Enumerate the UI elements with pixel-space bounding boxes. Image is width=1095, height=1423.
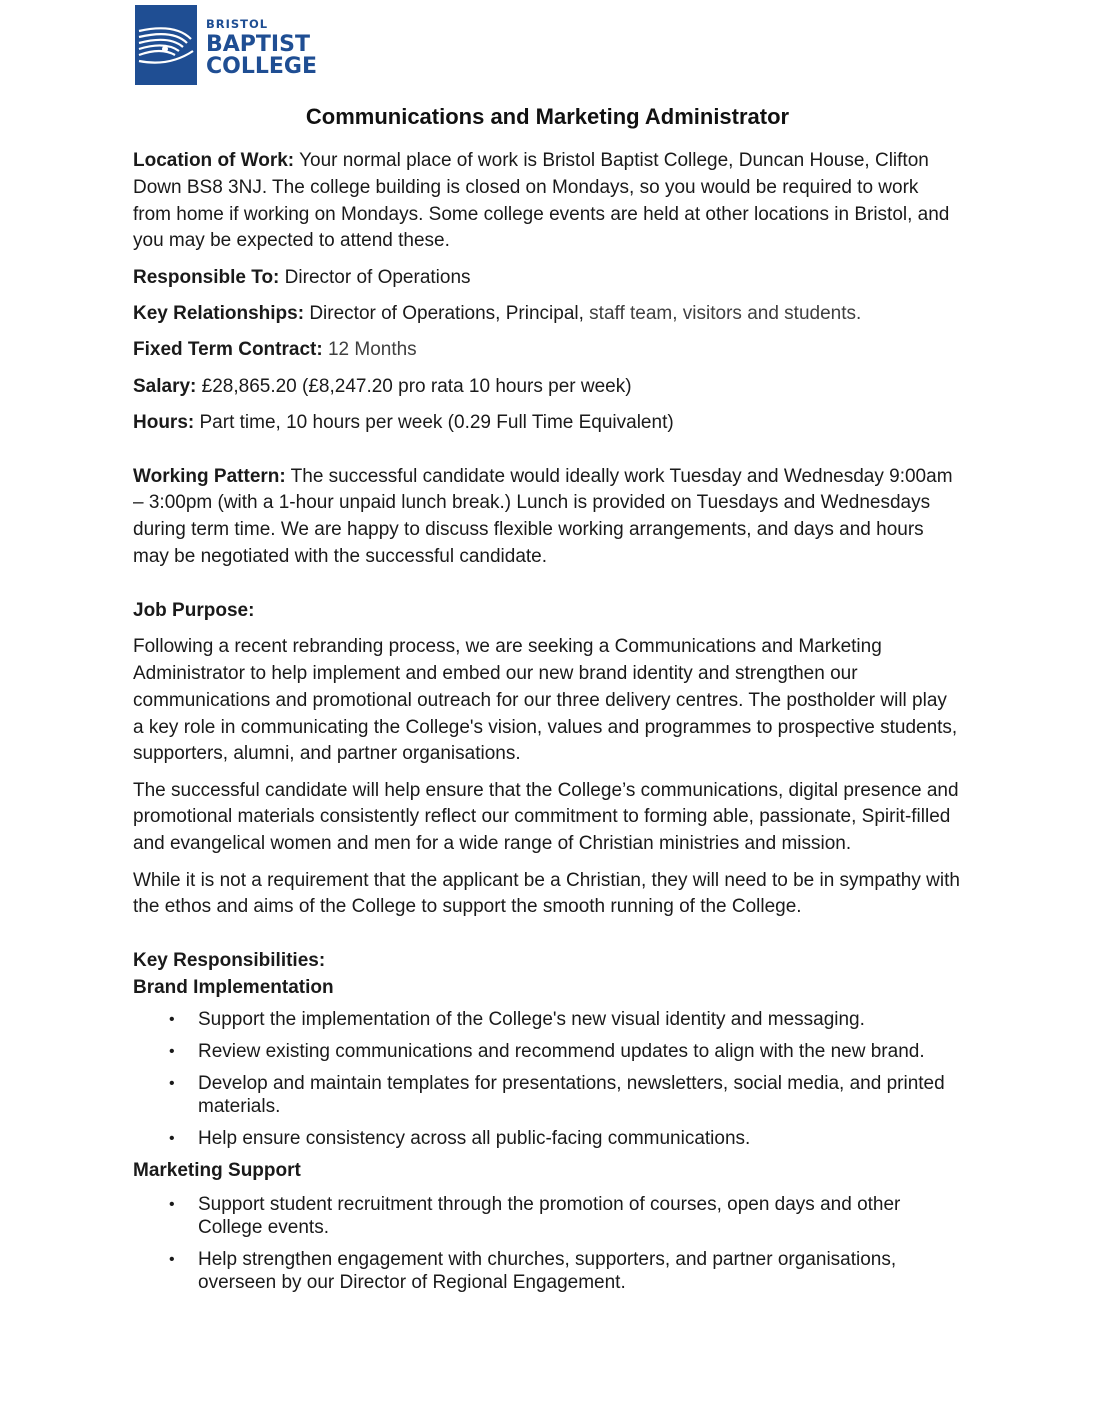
bullet-icon: • — [169, 1010, 175, 1028]
responsible-label: Responsible To: — [133, 266, 280, 288]
document-title: Communications and Marketing Administrator — [305, 104, 790, 129]
bullet-icon: • — [169, 1074, 175, 1092]
marketing-support-heading: Marketing Support — [133, 1159, 301, 1181]
contract-paragraph — [133, 337, 961, 364]
salary-label: Salary: — [133, 375, 197, 397]
hours-paragraph — [133, 410, 961, 437]
relationships-text-muted: staff team, visitors and students. — [583, 302, 862, 324]
job-purpose-heading: Job Purpose: — [133, 599, 255, 621]
logo-emblem — [135, 5, 197, 85]
job-purpose-paragraph-1: Following a recent rebranding process, we are seeking a Communications and Marketing Administrator to help implement and embed our new brand identity and strengthen our communications and promotional outreach for our three delivery centres. The postholder will play a key role in communicating the College's vision, values and programmes to prospective students, supporters, alumni, and partner organisations. — [133, 636, 958, 765]
location-text: Your normal place of work is Bristol Baptist College, Duncan House, Clifton Down BS8 3NJ. The college building is closed on Mondays, so you would be required to work from home if working on Mondays. Some college events are held at other locations in Bristol, and you may be expected to attend these. — [133, 150, 950, 252]
responsible-text: Director of Operations — [279, 266, 471, 288]
document-body — [133, 148, 961, 1294]
location-paragraph — [133, 148, 961, 255]
bullet-icon: • — [169, 1129, 175, 1147]
list-item: • Review existing communications and recommend updates to align with the new brand. — [169, 1040, 925, 1062]
relationships-label: Key Relationships: — [133, 302, 305, 324]
key-responsibilities-heading: Key Responsibilities: — [133, 950, 326, 972]
bullet-icon: • — [169, 1042, 175, 1060]
logo-line-baptist: BAPTIST — [206, 31, 310, 57]
list-item: • Help strengthen engagement with churches, supporters, and partner organisations, overseen by our Director of Regional Engagement. — [169, 1248, 897, 1293]
list-item: • Support the implementation of the College's new visual identity and messaging. — [169, 1008, 865, 1030]
logo-emblem-icon — [135, 5, 197, 85]
pattern-paragraph — [133, 464, 961, 571]
hours-text: Part time, 10 hours per week (0.29 Full Time Equivalent) — [194, 411, 674, 433]
hours-label: Hours: — [133, 411, 195, 433]
brand-implementation-list — [133, 1008, 961, 1150]
job-purpose-paragraph-2: The successful candidate will help ensure that the College’s communications, digital presence and promotional materials consistently reflect our commitment to forming able, passionate, Spirit-filled and evangelical women and men for a wide range of Christian ministries and mission. — [133, 779, 959, 855]
relationships-text: Director of Operations, Principal, — [304, 302, 584, 324]
college-logo — [135, 5, 325, 85]
bullet-icon: • — [169, 1195, 175, 1213]
logo-wordmark — [206, 19, 317, 78]
salary-paragraph — [133, 374, 961, 401]
relationships-paragraph — [133, 301, 961, 328]
pattern-label: Working Pattern: — [133, 465, 286, 487]
job-purpose-paragraph-3: While it is not a requirement that the applicant be a Christian, they will need to be in sympathy with the ethos and aims of the College to support the smooth running of the College. — [133, 869, 960, 918]
salary-text: £28,865.20 (£8,247.20 pro rata 10 hours per week) — [196, 375, 632, 397]
marketing-support-list — [133, 1193, 961, 1294]
contract-text: 12 Months — [322, 339, 417, 361]
logo-line-college: COLLEGE — [206, 53, 317, 79]
list-item: • Support student recruitment through the promotion of courses, open days and other College events. — [169, 1193, 901, 1238]
list-item: • Develop and maintain templates for presentations, newsletters, social media, and printed materials. — [169, 1072, 945, 1117]
brand-implementation-heading: Brand Implementation — [133, 976, 334, 998]
location-label: Location of Work: — [133, 150, 295, 171]
pattern-text: The successful candidate would ideally work Tuesday and Wednesday 9:00am – 3:00pm (with a 1-hour unpaid lunch break.) Lunch is provided on Tuesdays and Wednesdays during term time. We are happy to discuss flexible working arrangements, and days and hours may be negotiated with the successful candidate. — [133, 465, 953, 568]
list-item: • Help ensure consistency across all public-facing communications. — [169, 1127, 751, 1149]
bullet-icon: • — [169, 1250, 175, 1268]
logo-line-bristol: BRISTOL — [206, 17, 269, 31]
contract-label: Fixed Term Contract: — [133, 339, 323, 361]
responsible-paragraph — [133, 265, 961, 292]
